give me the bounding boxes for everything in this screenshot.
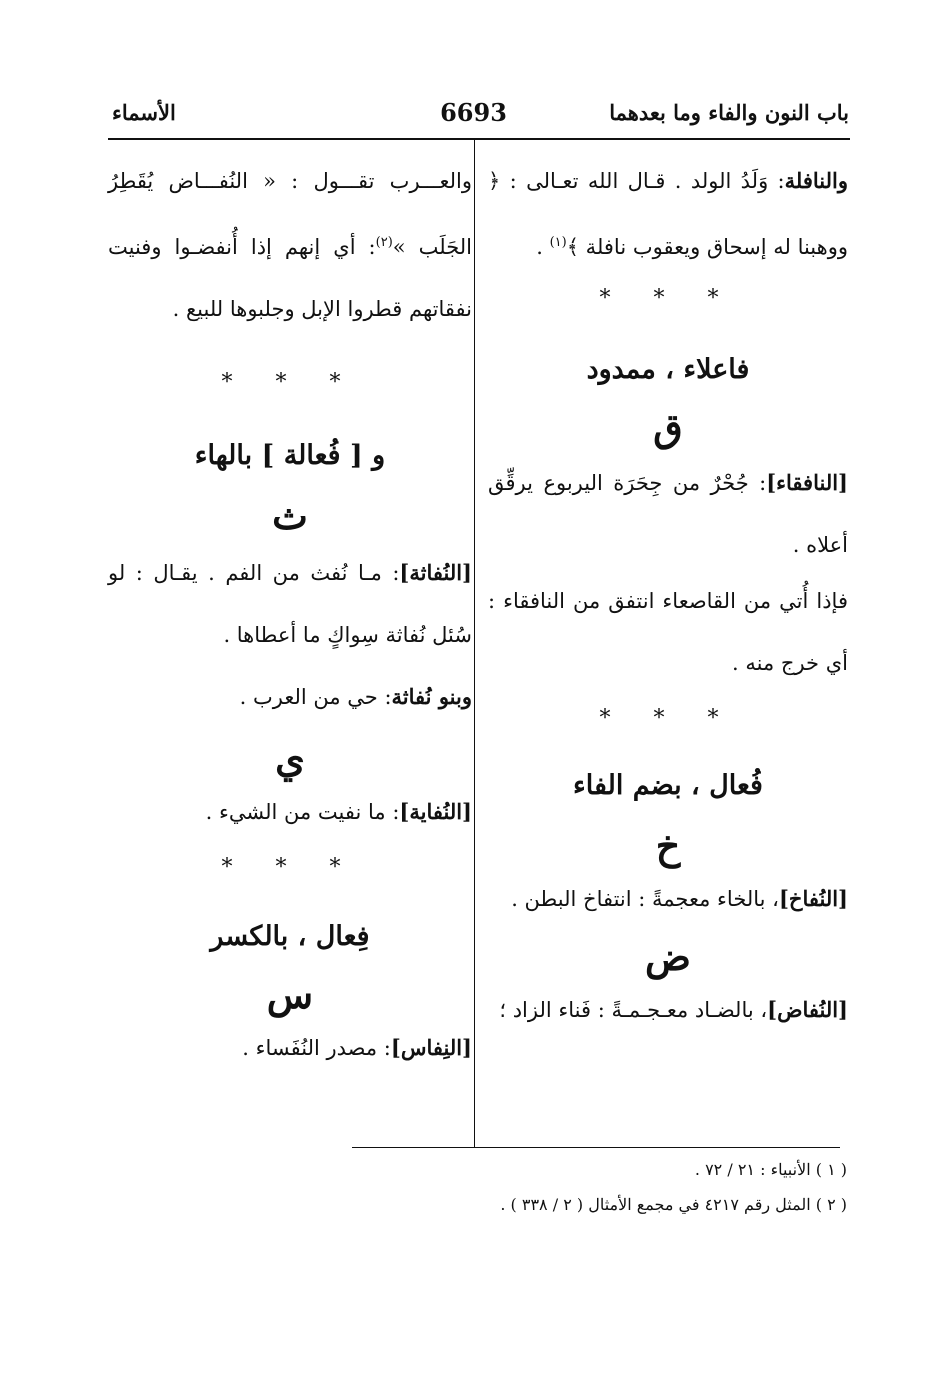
section-separator: * * * (599, 286, 737, 311)
letter-heading: س (266, 972, 314, 1017)
pattern-heading: فاعلاء ، ممدود (586, 354, 750, 385)
section-separator: * * * (221, 370, 359, 395)
entry-nafiqa (488, 452, 848, 576)
page-number: 6693 (440, 98, 507, 127)
entry-text: : جُحْرٌ من جِحَرَة اليربوع يرقِّق أعلاه . (488, 471, 848, 557)
section-separator: * * * (599, 706, 737, 731)
entry-term: [النِفاس] (390, 1035, 472, 1060)
left-column (108, 150, 472, 1079)
pattern-heading: فِعال ، بالكسر (210, 921, 370, 952)
entry-term: والنافلة (784, 168, 848, 193)
letter-heading: ق (653, 405, 683, 450)
footnote-2: ( ٢ ) المثل رقم ٤٢١٧ في مجمع الأمثال ( ٢ / ٣٣٨ ) . (500, 1195, 847, 1214)
entry-term: وبنو نُفاثة (391, 684, 472, 709)
pattern-heading: و [ فُعالة ] بالهاء (194, 440, 386, 471)
pattern-heading: فُعال ، بضم الفاء (573, 770, 763, 801)
entry-text: ، بالخاء معجمةً : انتفاخ البطن . (511, 887, 779, 911)
running-title: باب النون والفاء وما بعدهما (609, 100, 849, 125)
entry-term: [النُفاض] (767, 997, 848, 1022)
letter-heading: ي (275, 736, 305, 781)
letter-heading: خ (655, 823, 681, 868)
entry-nufad-cont (108, 150, 472, 340)
entry-banu-nufatha (108, 666, 472, 728)
entry-term: [النافقاء] (766, 470, 848, 495)
entry-text: ، بالضـاد معـجـمـةً : فَناء الزاد ؛ (499, 998, 768, 1022)
quran-quote: ﴿ ووهبنا له إسحاق ويعقوب نافلة ﴾ (488, 169, 848, 259)
letter-heading: ض (645, 934, 691, 979)
footnote-rule (352, 1147, 840, 1148)
entry-term: [النُفاثة] (399, 560, 472, 585)
entry-text: : أي إنهم إذا أُنفضـوا وفنيت نفقاتهم قطروا الإبل وجلبوها للبيع . (108, 235, 472, 321)
header-rule (108, 138, 850, 140)
entry-text: والعـــرب تقـــول : « النُفـــاض يُقَطِرُ الجَلَب » (108, 169, 472, 259)
entry-text: : مـا نُفث من الفم . يقـال : لو سُئل نُفاثة سِواكٍ ما أعطاها . (108, 561, 472, 647)
entry-nafila: والنافلة: وَلَدُ الولد . قـال الله تعـالى : ﴿ ووهبنا له إسحاق ويعقوب نافلة ﴾$^{(١)}$ . (488, 168, 848, 259)
entry-nufaya (108, 781, 472, 843)
entry-nufakh (488, 868, 848, 930)
footnote-1: ( ١ ) الأنبياء : ٢١ / ٧٢ . (694, 1160, 847, 1179)
entry-text: : ما نفيت من الشيء . (205, 800, 400, 824)
column-divider (474, 140, 475, 1148)
entry-nufatha (108, 542, 472, 666)
letter-heading: ث (272, 493, 308, 538)
section-separator: * * * (221, 855, 359, 880)
entry-text: : وَلَدُ الولد . قـال الله تعـالى : (509, 169, 785, 193)
entry-text: : حي من العرب . (239, 685, 392, 709)
footnote-ref-1: (١) (549, 235, 567, 250)
footnote-ref-2: (٢) (375, 235, 393, 250)
right-column (488, 150, 848, 1041)
entry-term: [النُفاية] (399, 799, 472, 824)
entry-nufad (488, 979, 848, 1041)
section-title: الأسماء (112, 100, 176, 125)
entry-nifas (108, 1017, 472, 1079)
entry-term: [النُفاخ] (778, 886, 848, 911)
entry-text: : مصدر النُفَساء . (242, 1036, 391, 1060)
entry-nafiqa-cont: فإذا أُتي من القاصعاء انتفق من النافقاء : أي خرج منه . (488, 589, 848, 675)
